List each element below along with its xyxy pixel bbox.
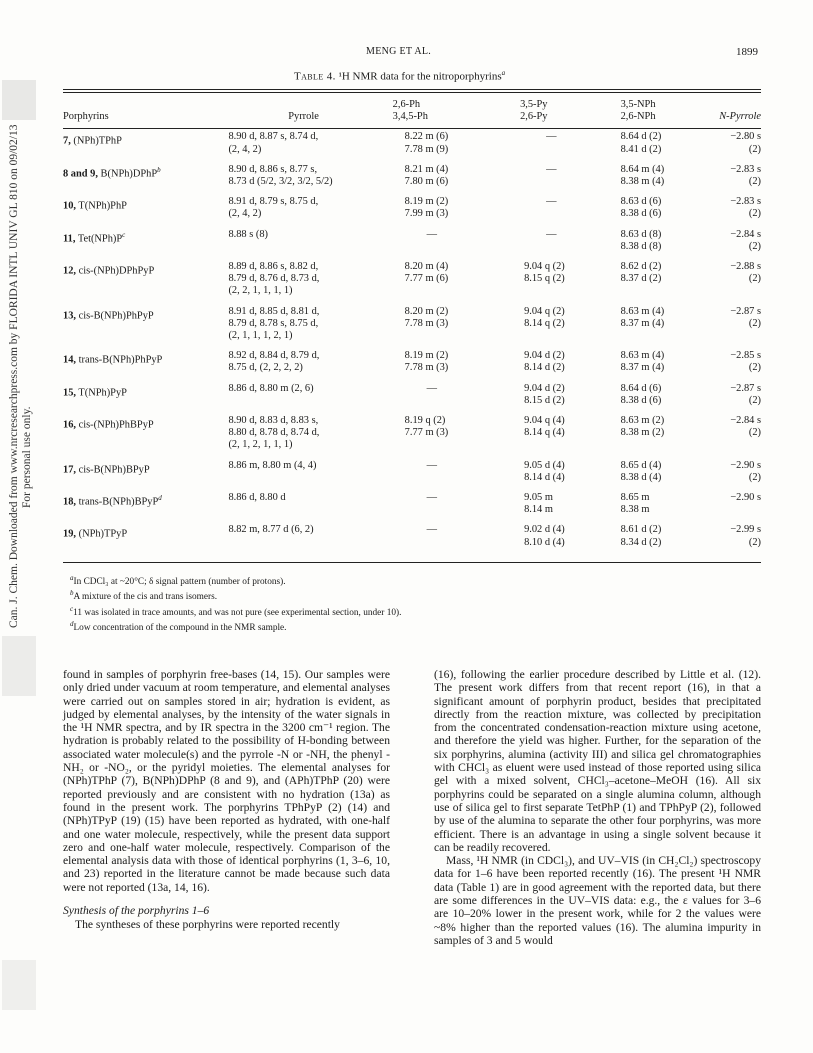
pyridyl-cell bbox=[516, 226, 617, 258]
compound-number: 13, bbox=[63, 310, 76, 322]
pyrrole-cell bbox=[218, 489, 388, 521]
table-cell-line: 8.37 m (4) bbox=[620, 317, 665, 329]
table-cell-line: 8.91 d, 8.79 s, 8.75 d, bbox=[228, 196, 319, 208]
compound-name: cis-(NPh)PhBPyP bbox=[78, 419, 154, 431]
column-header: Pyrrole bbox=[288, 111, 319, 123]
table-cell-line: 8.22 m (6) bbox=[404, 131, 449, 143]
table-row bbox=[63, 161, 761, 193]
table-cell-line: 8.89 d, 8.86 s, 8.82 d, bbox=[228, 261, 319, 273]
table-cell-line: 7.77 m (6) bbox=[404, 273, 449, 285]
table-cell-line: 7.78 m (3) bbox=[404, 317, 449, 329]
table-cell-line: 8.82 m, 8.77 d (6, 2) bbox=[228, 524, 314, 536]
table-cell-line: 7.80 m (6) bbox=[404, 176, 449, 188]
compound-name: cis-B(NPh)BPyP bbox=[78, 464, 150, 476]
table-cell-line: 8.64 d (2) bbox=[620, 131, 662, 143]
column-header: Porphyrins bbox=[63, 111, 109, 123]
n-pyrrole-cell: −2.84 s (2) bbox=[730, 228, 761, 252]
table-cell-line: 8.15 q (2) bbox=[524, 273, 565, 285]
body-left-column bbox=[63, 668, 390, 932]
nitrophenyl-cell bbox=[617, 193, 716, 225]
table-cell-line: 9.02 d (4) bbox=[524, 524, 565, 536]
porphyrin-cell bbox=[63, 258, 218, 303]
table-cell-line: 8.90 d, 8.86 s, 8.77 s, bbox=[228, 163, 318, 175]
column-header: 3,5-Py 2,6-Py bbox=[520, 99, 548, 123]
table-cell-line: 8.92 d, 8.84 d, 8.79 d, bbox=[228, 350, 320, 362]
table-cell-line: 8.63 m (4) bbox=[620, 350, 665, 362]
table-cell-line: (2, 1, 1, 1, 2, 1) bbox=[228, 330, 293, 342]
phenyl-cell bbox=[389, 303, 516, 348]
table-cell-line: 9.04 q (2) bbox=[524, 305, 565, 317]
nitrophenyl-cell bbox=[617, 380, 716, 412]
n-pyrrole-cell: −2.85 s (2) bbox=[730, 350, 761, 374]
phenyl-cell bbox=[389, 161, 516, 193]
table-cell-line: 8.38 m bbox=[620, 504, 650, 516]
table-caption-label: Table 4. bbox=[294, 70, 336, 83]
pyridyl-cell bbox=[516, 128, 617, 160]
table-cell-line: 8.73 d (5/2, 3/2, 3/2, 5/2) bbox=[228, 176, 333, 188]
phenyl-cell bbox=[389, 521, 516, 553]
table-cell-line: 9.04 q (2) bbox=[524, 261, 565, 273]
table-cell-line: 8.80 d, 8.78 d, 8.74 d, bbox=[228, 427, 320, 439]
table-footnote: $^c$11 was isolated in trace amounts, and was not pure (see experimental section, under 10). bbox=[70, 604, 402, 618]
table-cell-line: 8.38 d (8) bbox=[620, 240, 662, 252]
table-row bbox=[63, 380, 761, 412]
pyrrole-cell bbox=[218, 303, 388, 348]
pyrrole-cell bbox=[218, 128, 388, 160]
paragraph: (16), following the earlier procedure described by Little et al. (12). The present work differs from that recent report (16), in that a significant amount of porphyrin product, besides that precipitated directly from the reaction mixture, was collected by precipitation from the concentrated condensation-reaction mixture using acetone, and therefore the yield was higher. Further, for the separation of the six porphyrins, alumina (activity III) and silica gel chromatographies with CHCl₃ as eluent were used instead of those reported using silica gel with a mixed solvent, CHCl₃–acetone–MeOH (16). All six porphyrins could be separated on a single alumina column, although use of silica gel to first separate TetPhP (1) and TPhPyP (2), followed by use of the alumina to separate the other four porphyrins, was more efficient. There is an advantage in using a single solvent because it can be readily recovered. bbox=[434, 668, 761, 854]
table-cell-line: 9.04 d (2) bbox=[524, 382, 565, 394]
table-cell-line: — bbox=[426, 228, 438, 240]
compound-number: 10, bbox=[63, 200, 76, 212]
pyridyl-cell bbox=[516, 380, 617, 412]
table-cell-line: — bbox=[426, 524, 438, 536]
table-cell-line: (2, 4, 2) bbox=[228, 143, 262, 155]
table-cell-line: 7.99 m (3) bbox=[404, 208, 449, 220]
table-cell-line: 8.14 m bbox=[524, 504, 553, 516]
pyrrole-cell bbox=[218, 457, 388, 489]
n-pyrrole-cell: −2.83 s (2) bbox=[730, 196, 761, 220]
n-pyrrole-cell: −2.99 s (2) bbox=[730, 524, 761, 548]
download-stamp-line2: For personal use only. bbox=[21, 406, 33, 508]
nitrophenyl-cell bbox=[617, 161, 716, 193]
table-cell-line: 8.19 m (2) bbox=[404, 350, 449, 362]
table-cell-line: 8.38 d (6) bbox=[620, 394, 662, 406]
column-header: N-Pyrrole bbox=[719, 111, 761, 123]
table-cell-line: — bbox=[546, 196, 557, 208]
table-cell-line: 8.14 q (2) bbox=[524, 317, 565, 329]
table-cell-line: — bbox=[546, 228, 557, 240]
compound-name: trans-B(NPh)PhPyP bbox=[78, 354, 163, 366]
table-bottom-rule bbox=[63, 562, 761, 563]
journal-author-header: MENG ET AL. bbox=[366, 46, 432, 57]
pyrrole-cell bbox=[218, 193, 388, 225]
table-cell-line: 8.86 d, 8.80 d bbox=[228, 492, 286, 504]
compound-name: T(NPh)PyP bbox=[78, 387, 127, 399]
paragraph: found in samples of porphyrin free-bases (14, 15). Our samples were only dried under vacuum at room temperature, and elemental analyses were carried out on samples stored in air; hydration is evident, as judged by elemental analyses, by the intensity of the water signals in the ¹H NMR spectra, and by IR spectra in the 3200 cm⁻¹ region. The hydration is probably related to the possibility of H-bonding between associated water molecule(s) and the pyrrole -N or -NH, the phenyl -NH₂ or -NO₂, or the pyridyl moieties. The elemental analyses for (NPh)TPhP (7), B(NPh)DPhP (8 and 9), and (APh)TPhP (20) were reported previously and are consistent with no hydration (13a) as found in the present work. The porphyrins TPhPyP (2) (14) and (NPh)TPyP (19) (15) have been reported as hydrated, with one-half and one water molecule, respectively, while the present data support zero and one-half water molecule, respectively. Comparison of the elemental analysis data with those of identical porphyrins (1, 3–6, 10, and 23) reported in the literature cannot be made because such data were not reported (13a, 14, 16). bbox=[63, 668, 390, 894]
pyridyl-cell bbox=[516, 521, 617, 553]
page-number: 1899 bbox=[736, 46, 758, 58]
pyridyl-cell bbox=[516, 457, 617, 489]
table-cell-line: 8.20 m (2) bbox=[404, 305, 449, 317]
table-cell-line: 8.90 d, 8.83 d, 8.83 s, bbox=[228, 415, 319, 427]
table-cell-line: 8.20 m (4) bbox=[404, 261, 449, 273]
table-cell-line: 8.90 d, 8.87 s, 8.74 d, bbox=[228, 131, 319, 143]
compound-name: cis-(NPh)DPhPyP bbox=[78, 265, 155, 277]
porphyrin-cell bbox=[63, 521, 218, 553]
phenyl-cell bbox=[389, 193, 516, 225]
compound-name: trans-B(NPh)BPyP bbox=[78, 496, 159, 508]
nitrophenyl-cell bbox=[617, 412, 716, 457]
table-cell-line: 9.05 m bbox=[524, 492, 553, 504]
n-pyrrole-cell: −2.90 s bbox=[730, 492, 761, 504]
compound-number: 18, bbox=[63, 496, 76, 508]
table-cell-line: 8.63 m (2) bbox=[620, 415, 665, 427]
pyridyl-cell bbox=[516, 489, 617, 521]
pyrrole-cell bbox=[218, 521, 388, 553]
table-cell-line: — bbox=[546, 163, 557, 175]
compound-number: 12, bbox=[63, 265, 76, 277]
compound-number: 17, bbox=[63, 464, 76, 476]
porphyrin-cell bbox=[63, 347, 218, 379]
table-caption-text: ¹H NMR data for the nitroporphyrins bbox=[338, 70, 502, 83]
compound-name: (NPh)TPyP bbox=[78, 528, 128, 540]
n-pyrrole-cell: −2.87 s (2) bbox=[730, 305, 761, 329]
table-cell-line: 8.86 m, 8.80 m (4, 4) bbox=[228, 459, 317, 471]
pyridyl-cell bbox=[516, 412, 617, 457]
table-cell-line: 8.19 q (2) bbox=[404, 415, 446, 427]
porphyrin-cell bbox=[63, 226, 218, 258]
table-footnote: $^b$A mixture of the cis and trans isomers. bbox=[70, 589, 218, 603]
n-pyrrole-cell: −2.88 s (2) bbox=[730, 261, 761, 285]
phenyl-cell bbox=[389, 226, 516, 258]
compound-number: 8 and 9, bbox=[63, 168, 98, 180]
table-cell-line: — bbox=[546, 131, 557, 143]
porphyrin-cell bbox=[63, 193, 218, 225]
table-cell-line: 8.38 d (4) bbox=[620, 471, 662, 483]
table-row bbox=[63, 521, 761, 553]
table-cell-line: (2, 2, 1, 1, 1, 1) bbox=[228, 285, 293, 297]
table-cell-line: 8.75 d, (2, 2, 2, 2) bbox=[228, 362, 303, 374]
phenyl-cell bbox=[389, 380, 516, 412]
n-pyrrole-cell: −2.90 s (2) bbox=[730, 459, 761, 483]
pyrrole-cell bbox=[218, 226, 388, 258]
table-caption bbox=[294, 69, 505, 83]
column-header: 2,6-Ph 3,4,5-Ph bbox=[392, 99, 428, 123]
table-cell-line: 8.64 m (4) bbox=[620, 163, 665, 175]
porphyrin-cell bbox=[63, 128, 218, 160]
table-row bbox=[63, 226, 761, 258]
paragraph: The syntheses of these porphyrins were reported recently bbox=[75, 918, 340, 932]
compound-name: T(NPh)PhP bbox=[78, 200, 127, 212]
table-cell-line: 8.37 d (2) bbox=[620, 273, 662, 285]
table-cell-line: (2, 4, 2) bbox=[228, 208, 262, 220]
table-cell-line: 8.38 d (6) bbox=[620, 208, 662, 220]
phenyl-cell bbox=[389, 128, 516, 160]
table-footnote: $^a$In CDCl₃ at ~20°C; δ signal pattern (number of protons). bbox=[70, 574, 286, 588]
table-cell-line: 7.77 m (3) bbox=[404, 427, 449, 439]
nmr-data-table bbox=[63, 97, 761, 554]
compound-number: 19, bbox=[63, 528, 76, 540]
table-row bbox=[63, 258, 761, 303]
n-pyrrole-cell: −2.84 s (2) bbox=[730, 415, 761, 439]
table-cell-line: 8.10 d (4) bbox=[524, 536, 565, 548]
table-caption-note: a bbox=[501, 69, 506, 77]
phenyl-cell bbox=[389, 258, 516, 303]
nitrophenyl-cell bbox=[617, 303, 716, 348]
compound-name: B(NPh)DPhP bbox=[100, 168, 158, 180]
porphyrin-cell bbox=[63, 161, 218, 193]
table-row bbox=[63, 412, 761, 457]
table-cell-line: 8.88 s (8) bbox=[228, 228, 268, 240]
body-right-column bbox=[434, 668, 761, 947]
nitrophenyl-cell bbox=[617, 226, 716, 258]
section-heading: Synthesis of the porphyrins 1–6 bbox=[63, 904, 210, 918]
porphyrin-cell bbox=[63, 489, 218, 521]
pyrrole-cell bbox=[218, 380, 388, 412]
table-cell-line: 8.65 m bbox=[620, 492, 650, 504]
nitrophenyl-cell bbox=[617, 489, 716, 521]
porphyrin-cell bbox=[63, 303, 218, 348]
pyridyl-cell bbox=[516, 303, 617, 348]
nitrophenyl-cell bbox=[617, 457, 716, 489]
pyridyl-cell bbox=[516, 161, 617, 193]
table-row bbox=[63, 489, 761, 521]
table-cell-line: 7.78 m (3) bbox=[404, 362, 449, 374]
table-row bbox=[63, 128, 761, 160]
table-cell-line: (2, 1, 2, 1, 1, 1) bbox=[228, 439, 293, 451]
table-cell-line: 8.41 d (2) bbox=[620, 143, 662, 155]
phenyl-cell bbox=[389, 489, 516, 521]
nitrophenyl-cell bbox=[617, 521, 716, 553]
table-cell-line: 8.21 m (4) bbox=[404, 163, 449, 175]
compound-number: 14, bbox=[63, 354, 76, 366]
table-cell-line: 8.34 d (2) bbox=[620, 536, 662, 548]
table-cell-line: 8.64 d (6) bbox=[620, 382, 662, 394]
porphyrin-cell bbox=[63, 380, 218, 412]
table-cell-line: 9.05 d (4) bbox=[524, 459, 565, 471]
compound-note: c bbox=[122, 230, 126, 239]
nitrophenyl-cell bbox=[617, 128, 716, 160]
pyridyl-cell bbox=[516, 258, 617, 303]
compound-name: Tet(NPh)P bbox=[77, 233, 123, 245]
pyrrole-cell bbox=[218, 161, 388, 193]
table-cell-line: 9.04 d (2) bbox=[524, 350, 565, 362]
phenyl-cell bbox=[389, 457, 516, 489]
table-cell-line: 8.79 d, 8.78 s, 8.75 d, bbox=[228, 317, 319, 329]
table-cell-line: 8.63 m (4) bbox=[620, 305, 665, 317]
table-row bbox=[63, 303, 761, 348]
table-top-rule bbox=[63, 89, 761, 90]
table-row bbox=[63, 347, 761, 379]
table-cell-line: 8.37 m (4) bbox=[620, 362, 665, 374]
compound-number: 11, bbox=[63, 233, 76, 245]
table-cell-line: 8.19 m (2) bbox=[404, 196, 449, 208]
column-header: 3,5-NPh 2,6-NPh bbox=[620, 99, 656, 123]
compound-name: (NPh)TPhP bbox=[73, 135, 122, 147]
compound-note: b bbox=[157, 165, 161, 174]
table-cell-line: — bbox=[426, 459, 438, 471]
table-cell-line: — bbox=[426, 492, 438, 504]
porphyrin-cell bbox=[63, 457, 218, 489]
table-cell-line: 8.91 d, 8.85 d, 8.81 d, bbox=[228, 305, 320, 317]
compound-number: 15, bbox=[63, 387, 76, 399]
table-top-rule-2 bbox=[63, 92, 761, 93]
table-cell-line: 7.78 m (9) bbox=[404, 143, 449, 155]
table-body bbox=[63, 128, 761, 553]
table-cell-line: 8.61 d (2) bbox=[620, 524, 662, 536]
nitrophenyl-cell bbox=[617, 347, 716, 379]
table-cell-line: 8.62 d (2) bbox=[620, 261, 662, 273]
pyridyl-cell bbox=[516, 193, 617, 225]
n-pyrrole-cell: −2.80 s (2) bbox=[730, 131, 761, 155]
table-cell-line: 8.14 d (2) bbox=[524, 362, 565, 374]
table-cell-line: 8.63 d (6) bbox=[620, 196, 662, 208]
pyridyl-cell bbox=[516, 347, 617, 379]
pyrrole-cell bbox=[218, 347, 388, 379]
table-cell-line: 8.38 m (2) bbox=[620, 427, 665, 439]
table-cell-line: 8.14 q (4) bbox=[524, 427, 565, 439]
table-footnote: $^d$Low concentration of the compound in the NMR sample. bbox=[70, 620, 287, 634]
table-cell-line: 8.65 d (4) bbox=[620, 459, 662, 471]
table-cell-line: 8.86 d, 8.80 m (2, 6) bbox=[228, 382, 314, 394]
porphyrin-cell bbox=[63, 412, 218, 457]
compound-number: 16, bbox=[63, 419, 76, 431]
n-pyrrole-cell: −2.87 s (2) bbox=[730, 382, 761, 406]
paragraph: Mass, ¹H NMR (in CDCl₃), and UV–VIS (in CH₂Cl₂) spectroscopy data for 1–6 have been reported recently (16). The present ¹H NMR data (Table 1) are in good agreement with the reported data, but there are some differences in the UV–VIS data: e.g., the ε values for 3–6 are 10–20% lower in the present work, while for 2 the values were ~8% higher than the reported values (16). The alumina impurity in samples of 3 and 5 would bbox=[434, 854, 761, 947]
pyrrole-cell bbox=[218, 412, 388, 457]
table-cell-line: 8.15 d (2) bbox=[524, 394, 565, 406]
table-cell-line: 8.79 d, 8.76 d, 8.73 d, bbox=[228, 273, 320, 285]
table-cell-line: 8.63 d (8) bbox=[620, 228, 662, 240]
compound-number: 7, bbox=[63, 135, 71, 147]
table-cell-line: 9.04 q (4) bbox=[524, 415, 565, 427]
compound-note: d bbox=[158, 494, 162, 503]
table-header-row bbox=[63, 97, 761, 128]
n-pyrrole-cell: −2.83 s (2) bbox=[730, 163, 761, 188]
pyrrole-cell bbox=[218, 258, 388, 303]
table-footnotes bbox=[70, 573, 401, 635]
table-row bbox=[63, 457, 761, 489]
compound-name: cis-B(NPh)PhPyP bbox=[78, 310, 154, 322]
download-stamp-line1: Can. J. Chem. Downloaded from www.nrcresearchpress.com by FLORIDA INTL UNIV GL 810 on 09/02/13 bbox=[8, 124, 20, 628]
download-stamp bbox=[8, 125, 34, 628]
table-cell-line: 8.38 m (4) bbox=[620, 176, 665, 188]
table-row bbox=[63, 193, 761, 225]
nitrophenyl-cell bbox=[617, 258, 716, 303]
phenyl-cell bbox=[389, 347, 516, 379]
phenyl-cell bbox=[389, 412, 516, 457]
table-cell-line: 8.14 d (4) bbox=[524, 471, 565, 483]
table-cell-line: — bbox=[426, 382, 438, 394]
